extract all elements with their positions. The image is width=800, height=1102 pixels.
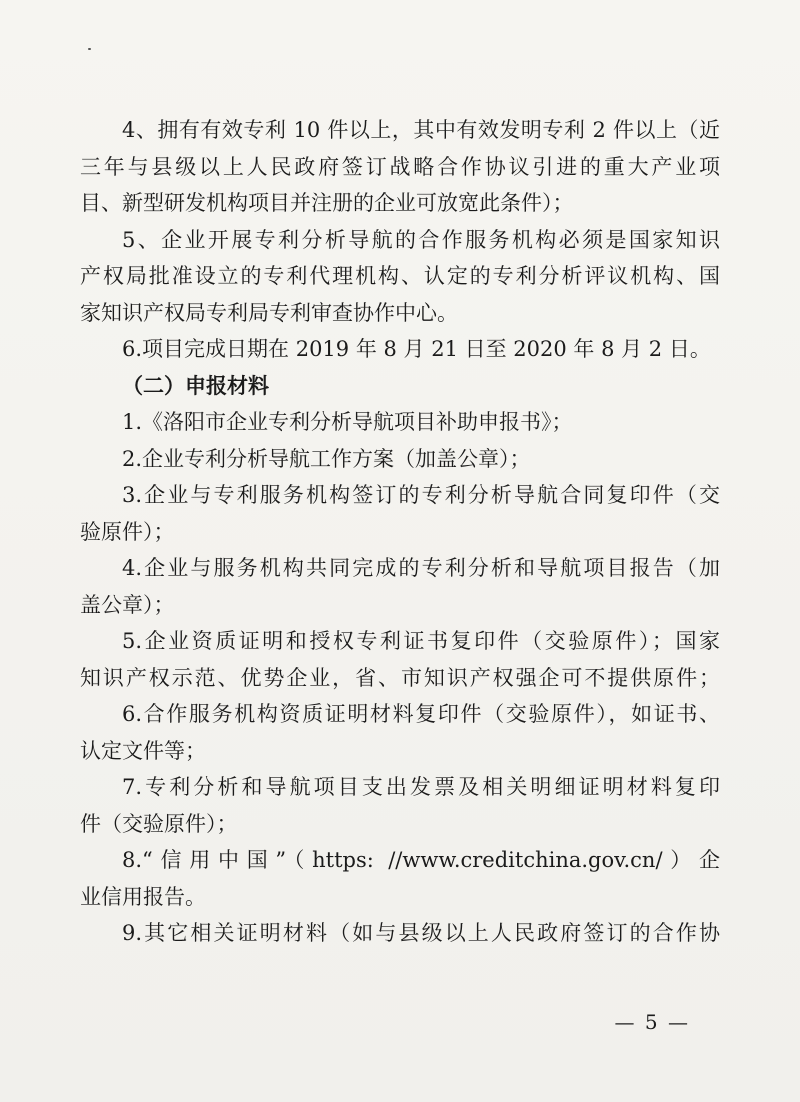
text-line: 6.项目完成日期在 2019 年 8 月 21 日至 2020 年 8 月 2 日。 bbox=[122, 337, 711, 361]
text-line: 家知识产权局专利局专利审查协作中心。 bbox=[80, 300, 458, 325]
page-number: — 5 — bbox=[614, 1010, 690, 1034]
text-line: 盖公章）； bbox=[80, 592, 175, 617]
text-line: 4.企业与服务机构共同完成的专利分析和导航项目报告（加 bbox=[122, 556, 720, 580]
text-line: 8.“信用中国”（https: //www.creditchina.gov.cn/）企 bbox=[122, 848, 720, 872]
text-line: 认定文件等； bbox=[80, 738, 206, 763]
text-line: 1.《洛阳市企业专利分析导航项目补助申报书》； bbox=[122, 410, 573, 434]
text-line: 6.合作服务机构资质证明材料复印件（交验原件），如证书、 bbox=[122, 702, 720, 726]
text-line: 5.企业资质证明和授权专利证书复印件（交验原件）；国家 bbox=[122, 629, 720, 653]
text-line: 3.企业与专利服务机构签订的专利分析导航合同复印件（交 bbox=[122, 483, 720, 507]
text-line: 验原件）； bbox=[80, 519, 175, 544]
text-line: 知识产权示范、优势企业，省、市知识产权强企可不提供原件； bbox=[80, 665, 720, 690]
text-line: 目、新型研发机构项目并注册的企业可放宽此条件）； bbox=[80, 191, 574, 215]
text-line: 7.专利分析和导航项目支出发票及相关明细证明材料复印 bbox=[122, 775, 720, 799]
section-heading: （二）申报材料 bbox=[122, 372, 269, 398]
text-line: 4、拥有有效专利 10 件以上，其中有效发明专利 2 件以上（近 bbox=[122, 118, 720, 142]
text-line: 件（交验原件）； bbox=[80, 811, 238, 836]
text-line: 2.企业专利分析导航工作方案（加盖公章）； bbox=[122, 446, 531, 471]
text-line: 5、企业开展专利分析导航的合作服务机构必须是国家知识 bbox=[122, 227, 720, 252]
body-text bbox=[80, 112, 720, 952]
text-line: 产权局批准设立的专利代理机构、认定的专利分析评议机构、国 bbox=[80, 264, 720, 288]
scan-speck bbox=[88, 48, 91, 50]
text-line: 业信用报告。 bbox=[80, 884, 206, 909]
text-line: 三年与县级以上人民政府签订战略合作协议引进的重大产业项 bbox=[80, 154, 720, 179]
text-line: 9.其它相关证明材料（如与县级以上人民政府签订的合作协 bbox=[122, 921, 720, 945]
